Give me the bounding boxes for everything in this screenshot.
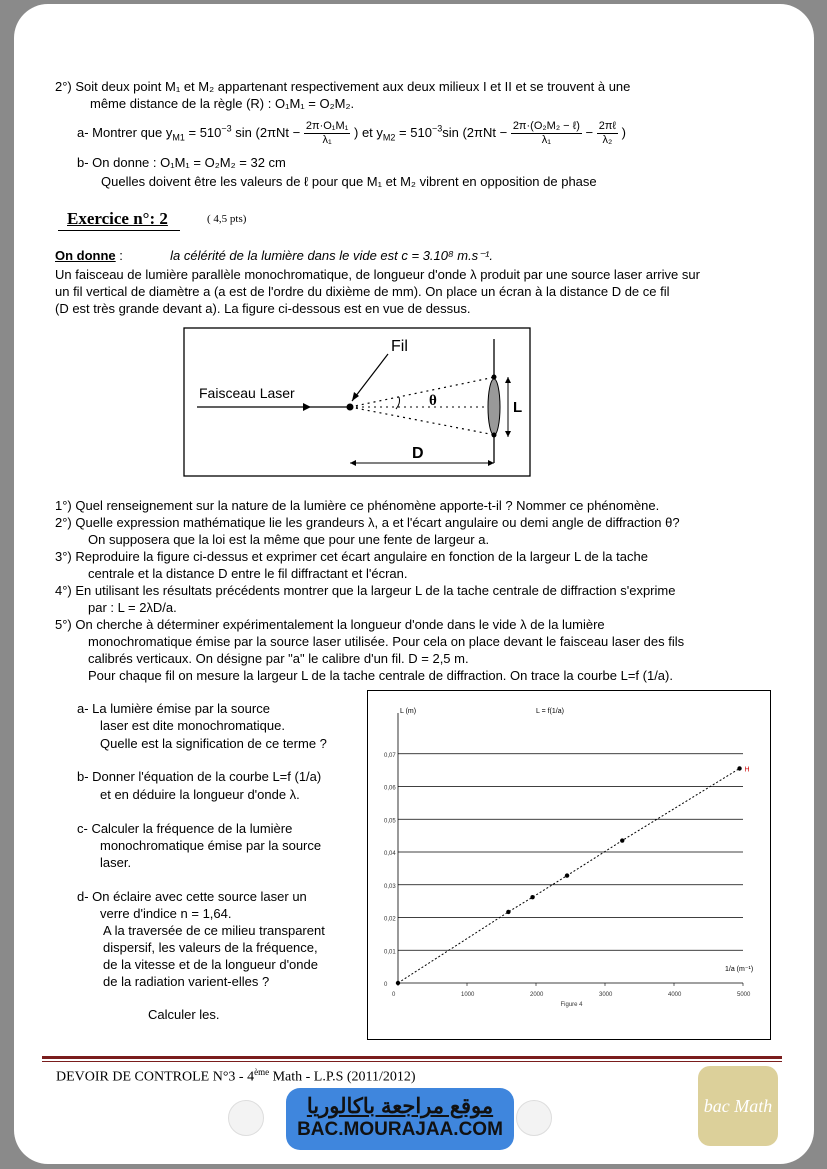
L-label: L xyxy=(513,399,523,416)
ad-banner[interactable] xyxy=(286,1088,514,1150)
data-point-4 xyxy=(620,838,624,842)
question-4: 4°) En utilisant les résultats précédents montrer que la largeur L de la tache centrale de diffraction s'exprime xyxy=(55,583,676,598)
spot-top xyxy=(492,375,497,380)
diffraction-figure xyxy=(183,327,531,477)
y-tick-label-5: 0,05 xyxy=(384,818,396,825)
question-2: 2°) Quelle expression mathématique lie les grandeurs λ, a et l'écart angulaire ou demi angle de diffraction θ? xyxy=(55,515,680,530)
subq-d-5: de la vitesse et de la longueur d'onde xyxy=(103,957,318,972)
subq-d-3: A la traversée de ce milieu transparent xyxy=(103,923,325,938)
question-4-cont: par : L = 2λD/a. xyxy=(88,600,177,615)
subq-d-1: d- On éclaire avec cette source laser un xyxy=(77,889,307,904)
fil-label: Fil xyxy=(391,338,408,355)
data-point-2 xyxy=(530,895,534,899)
question-5-cont3: Pour chaque fil on mesure la largeur L de la tache centrale de diffraction. On trace la courbe L=f (1/a). xyxy=(88,668,673,683)
question-3-cont: centrale et la distance D entre le fil diffractant et l'écran. xyxy=(88,566,408,581)
y-tick-label-7: 0,07 xyxy=(384,752,396,759)
question-5-cont2: calibrés verticaux. On désigne par "a" le calibre d'un fil. D = 2,5 m. xyxy=(88,651,469,666)
data-point-0 xyxy=(396,981,400,985)
question-2-line1: 2°) Soit deux point M₁ et M₂ appartenant respectivement aux deux milieux I et II et se trouvent à une xyxy=(55,79,631,94)
graph-frame xyxy=(367,690,771,1040)
subq-d-4: dispersif, les valeurs de la fréquence, xyxy=(103,940,318,955)
ad-site: BAC.MOURAJAA.COM xyxy=(297,1119,503,1140)
question-b-line1: b- On donne : O₁M₁ = O₂M₂ = 32 cm xyxy=(77,155,286,170)
x-axis-caption: Figure 4 xyxy=(560,1002,583,1008)
y-tick-label-2: 0,02 xyxy=(384,916,396,923)
subq-c-3: laser. xyxy=(100,855,132,870)
spot-bottom xyxy=(492,433,497,438)
chart-title: L = f(1/a) xyxy=(536,708,564,715)
given-line: On donne : la célérité de la lumière dans le vide est c = 3.10⁸ m.s⁻¹. xyxy=(55,248,493,263)
y-axis-label: L (m) xyxy=(400,708,417,715)
question-1: 1°) Quel renseignement sur la nature de la lumière ce phénomène apporte-t-il ? Nommer ce phénomène. xyxy=(55,498,660,513)
y-tick-label-1: 0,01 xyxy=(384,949,396,956)
footer-rule-thick xyxy=(42,1056,782,1059)
ad-arabic: موقع مراجعة باكالوريا xyxy=(306,1095,494,1118)
x-axis-label: 1/a (m⁻¹) xyxy=(725,966,754,973)
figure-frame xyxy=(184,328,530,476)
fraction-1: $\frac{\text{2π·O₁M₁}}{\text{λ₁}}$ xyxy=(305,120,349,146)
theta-label: θ xyxy=(429,393,437,409)
subq-b-2: et en déduire la longueur d'onde λ. xyxy=(100,787,300,802)
point-label: H xyxy=(744,766,750,774)
data-point-1 xyxy=(506,910,510,914)
exercise-title: Exercice n°: 2 xyxy=(67,209,168,228)
x-tick-label-3: 3000 xyxy=(599,992,613,998)
subq-a-3: Quelle est la signification de ce terme ? xyxy=(100,736,327,751)
right-logo xyxy=(516,1100,552,1136)
laser-label: Faisceau Laser xyxy=(199,385,295,401)
y-tick-label-4: 0,04 xyxy=(384,851,396,857)
y-tick-label-0: 0 xyxy=(384,982,388,988)
intro-line-1: Un faisceau de lumière parallèle monochromatique, de longueur d'onde λ produit par une source laser arrive sur xyxy=(55,267,700,282)
question-3: 3°) Reproduire la figure ci-dessus et exprimer cet écart angulaire en fonction de la largeur L de la tache xyxy=(55,549,648,564)
x-tick-label-0: 0 xyxy=(392,992,396,998)
footer-text: DEVOIR DE CONTROLE N°3 - 4ème Math - L.P.S (2011/2012) xyxy=(56,1067,416,1085)
fraction-3: $\frac{\text{2πℓ}}{\text{λ₂}}$ xyxy=(598,120,616,146)
question-2-cont: On supposera que la loi est la même que pour une fente de largeur a. xyxy=(88,532,490,547)
y-tick-label-6: 0,06 xyxy=(384,785,396,792)
subq-d-6: de la radiation varient-elles ? xyxy=(103,974,270,989)
calculate-line: Calculer les. xyxy=(148,1007,220,1022)
exercise-points: ( 4,5 pts) xyxy=(207,213,247,225)
title-underline xyxy=(58,230,180,231)
subq-c-1: c- Calculer la fréquence de la lumière xyxy=(77,821,293,836)
x-tick-label-4: 4000 xyxy=(668,992,682,998)
y-tick-label-3: 0,03 xyxy=(384,883,396,890)
intro-line-3: (D est très grande devant a). La figure ci-dessous est en vue de dessus. xyxy=(55,301,471,316)
subq-d-2: verre d'indice n = 1,64. xyxy=(100,906,232,921)
x-tick-label-5: 5000 xyxy=(737,992,751,998)
subq-b-1: b- Donner l'équation de la courbe L=f (1/a) xyxy=(77,769,322,784)
intro-line-2: un fil vertical de diamètre a (a est de l'ordre du dixième de mm). On place un écran à la distance D de ce fil xyxy=(55,284,670,299)
question-2-line2: même distance de la règle (R) : O₁M₁ = O₂M₂. xyxy=(90,96,355,111)
subq-c-2: monochromatique émise par la source xyxy=(100,838,322,853)
subq-a-2: laser est dite monochromatique. xyxy=(100,718,285,733)
fraction-2: $\frac{\text{2π·(O₂M₂ − ℓ)}}{\text{λ₁}}$ xyxy=(512,120,580,146)
question-5: 5°) On cherche à déterminer expérimentalement la longueur d'onde dans le vide λ de la lumière xyxy=(55,617,605,632)
data-point-5 xyxy=(737,766,741,770)
question-b-line2: Quelles doivent être les valeurs de ℓ pour que M₁ et M₂ vibrent en opposition de phase xyxy=(101,174,597,189)
central-spot xyxy=(488,379,500,435)
footer-rule-thin xyxy=(42,1061,782,1062)
question-a-formula: a- Montrer que $y_{M1} = 510^{-3}$ sin (2πNt − $\frac{\text{2π·O₁M₁}}{\text{λ₁}}$ ) et $y_{M2} = 510^{-3}\sin$ (2πNt − $\frac{\text{2π·(O₂M₂ − ℓ)}}{\text{λ₁}}$ − $\frac{\text{2πℓ}}{\text{λ₂}}$ ) xyxy=(77,120,626,146)
subq-a-1: a- La lumière émise par la source xyxy=(77,701,270,716)
chart-svg xyxy=(368,691,770,1039)
D-label: D xyxy=(412,445,424,462)
data-point-3 xyxy=(565,873,569,877)
x-tick-label-2: 2000 xyxy=(530,992,544,998)
bacmath-logo: bac Math xyxy=(698,1066,778,1146)
question-5-cont1: monochromatique émise par la source laser utilisée. Pour cela on place devant le faisceau laser des fils xyxy=(88,634,685,649)
x-tick-label-1: 1000 xyxy=(461,992,475,998)
left-logo xyxy=(228,1100,264,1136)
